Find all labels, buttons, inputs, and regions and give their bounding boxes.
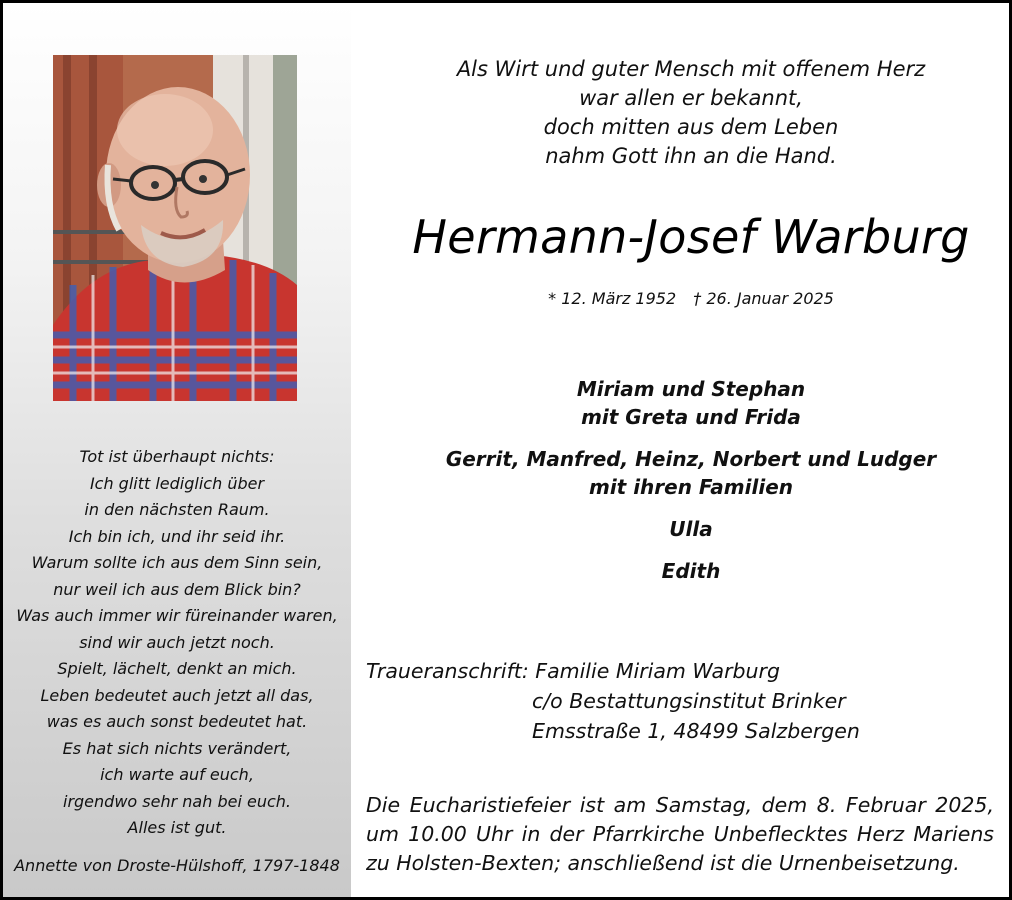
mourner-line: Miriam und Stephan: [576, 377, 806, 401]
address-row: [366, 656, 860, 686]
left-column: [3, 3, 351, 897]
mourner-group: [361, 557, 1012, 585]
poem-line: Alles ist gut.: [127, 818, 227, 837]
poem-line: Tot ist überhaupt nichts:: [79, 447, 275, 466]
birth-date: * 12. März 1952: [548, 289, 677, 308]
portrait-photo: [53, 55, 297, 401]
portrait-illustration: [53, 55, 297, 401]
verse-line: doch mitten aus dem Leben: [543, 115, 839, 139]
poem-line: Leben bedeutet auch jetzt all das,: [40, 685, 314, 705]
death-date: † 26. Januar 2025: [693, 289, 834, 308]
mourner-line: Gerrit, Manfred, Heinz, Norbert und Ludger: [445, 447, 937, 471]
verse-line: war allen er bekannt,: [579, 86, 803, 110]
poem-line: Es hat sich nichts verändert,: [62, 738, 292, 758]
mourner-line: mit Greta und Frida: [581, 405, 801, 429]
mourner-line: Edith: [661, 559, 721, 583]
poem-line: Ich glitt lediglich über: [89, 473, 265, 493]
poem-line: nur weil ich aus dem Blick bin?: [53, 579, 301, 599]
poem-line: irgendwo sehr nah bei euch.: [63, 791, 291, 811]
poem-line: in den nächsten Raum.: [84, 500, 270, 519]
address-line: Emsstraße 1, 48499 Salzbergen: [532, 719, 860, 743]
poem-line: sind wir auch jetzt noch.: [79, 632, 275, 652]
mourners-list: [361, 375, 1012, 599]
address-line: c/o Bestattungsinstitut Brinker: [532, 689, 846, 713]
address-label: Traueranschrift:: [366, 659, 529, 683]
mourner-group: [361, 445, 1012, 501]
verse-line: nahm Gott ihn an die Hand.: [545, 144, 837, 168]
poem-line: Ich bin ich, und ihr seid ihr.: [68, 526, 286, 546]
mourner-line: mit ihren Familien: [588, 475, 793, 499]
poem-line: ich warte auf euch,: [100, 765, 254, 784]
deceased-name: Hermann-Josef Warburg: [412, 210, 970, 264]
poem: [3, 444, 351, 842]
poem-line: was es auch sonst bedeutet hat.: [46, 712, 308, 731]
mourner-group: [361, 375, 1012, 431]
memorial-verse: [361, 55, 1012, 171]
poem-author: Annette von Droste-Hülshoff, 1797-1848: [14, 856, 340, 875]
poem-line: Was auch immer wir füreinander waren,: [16, 606, 338, 625]
life-dates: [361, 289, 1012, 308]
condolence-address: [366, 656, 860, 746]
poem-line: Warum sollte ich aus dem Sinn sein,: [31, 553, 323, 572]
address-line: Familie Miriam Warburg: [535, 659, 780, 683]
mourner-line: Ulla: [669, 517, 713, 541]
poem-line: Spielt, lächelt, denkt an mich.: [57, 659, 297, 678]
verse-line: Als Wirt und guter Mensch mit offenem Herz: [456, 57, 926, 81]
service-info: Die Eucharistiefeier ist am Samstag, dem 8. Februar 2025, um 10.00 Uhr in der Pfarrkirche Unbeflecktes Herz Mariens zu Holsten-Bexten; anschließend ist die Urnenbeisetzung.: [366, 793, 994, 875]
mourner-group: [361, 515, 1012, 543]
